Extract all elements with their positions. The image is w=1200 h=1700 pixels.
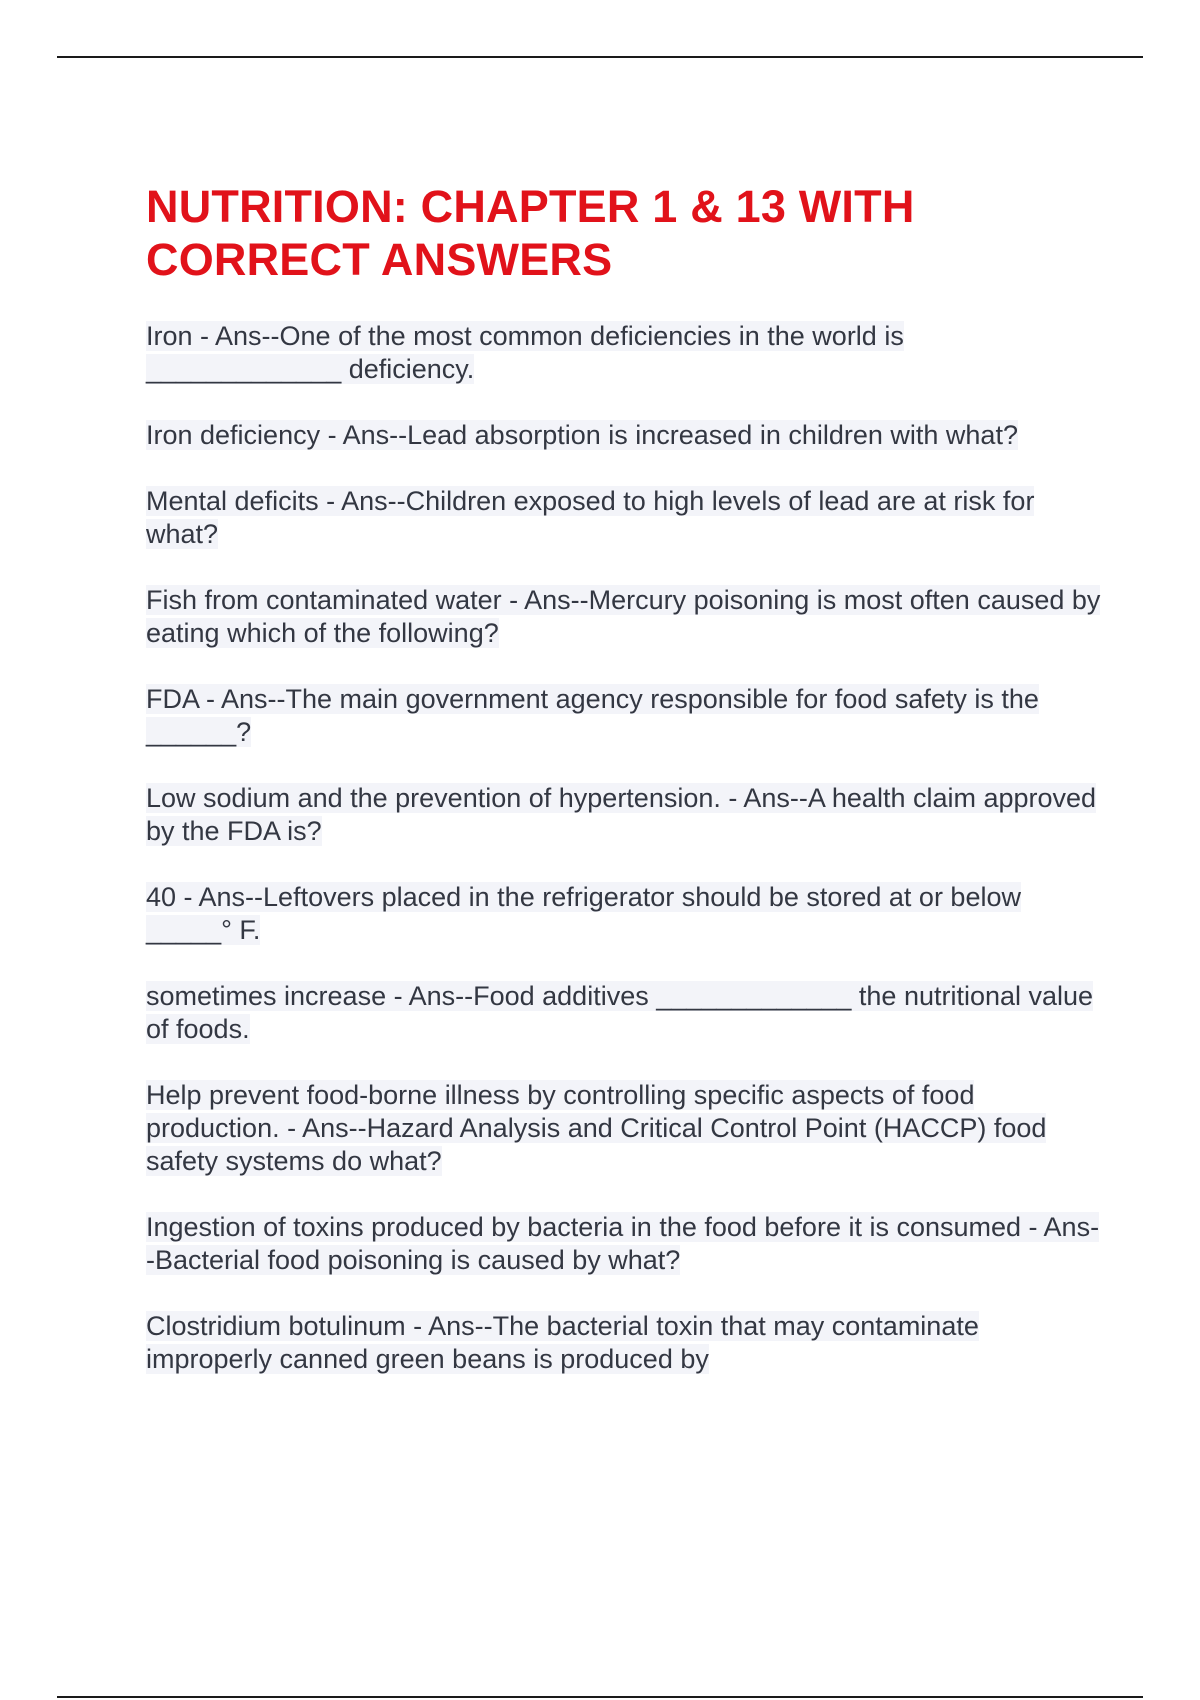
qa-item <box>146 419 1106 452</box>
qa-text: Iron deficiency - Ans--Lead absorption is increased in children with what? <box>146 420 1018 450</box>
document-title: NUTRITION: CHAPTER 1 & 13 WITH CORRECT ANSWERS <box>146 181 915 285</box>
bottom-rule <box>57 1696 1143 1698</box>
qa-item <box>146 683 1106 749</box>
qa-text: 40 - Ans--Leftovers placed in the refrigerator should be stored at or below _____° F. <box>146 882 1021 945</box>
top-rule <box>57 56 1143 58</box>
qa-item <box>146 881 1106 947</box>
qa-item <box>146 980 1106 1046</box>
qa-text: Fish from contaminated water - Ans--Mercury poisoning is most often caused by eating which of the following? <box>146 585 1101 648</box>
qa-item <box>146 584 1106 650</box>
qa-text: Help prevent food-borne illness by controlling specific aspects of food production. - Ans--Hazard Analysis and Critical Control Point (HACCP) food safety systems do what? <box>146 1080 1047 1176</box>
qa-text: Ingestion of toxins produced by bacteria in the food before it is consumed - Ans--Bacterial food poisoning is caused by what? <box>146 1212 1100 1275</box>
qa-item <box>146 1310 1106 1376</box>
qa-text: FDA - Ans--The main government agency responsible for food safety is the ______? <box>146 684 1039 747</box>
qa-item <box>146 320 1106 386</box>
qa-item <box>146 1079 1106 1178</box>
qa-text: Mental deficits - Ans--Children exposed to high levels of lead are at risk for what? <box>146 486 1035 549</box>
qa-text: sometimes increase - Ans--Food additives _____________ the nutritional value of foods. <box>146 981 1094 1044</box>
document-body <box>146 180 1106 1409</box>
qa-text: Iron - Ans--One of the most common deficiencies in the world is _____________ deficiency. <box>146 321 904 384</box>
qa-text: Clostridium botulinum - Ans--The bacterial toxin that may contaminate improperly canned green beans is produced by <box>146 1311 979 1374</box>
qa-item <box>146 1211 1106 1277</box>
qa-text: Low sodium and the prevention of hypertension. - Ans--A health claim approved by the FDA is? <box>146 783 1097 846</box>
qa-list <box>146 320 1106 1376</box>
qa-item <box>146 485 1106 551</box>
qa-item <box>146 782 1106 848</box>
